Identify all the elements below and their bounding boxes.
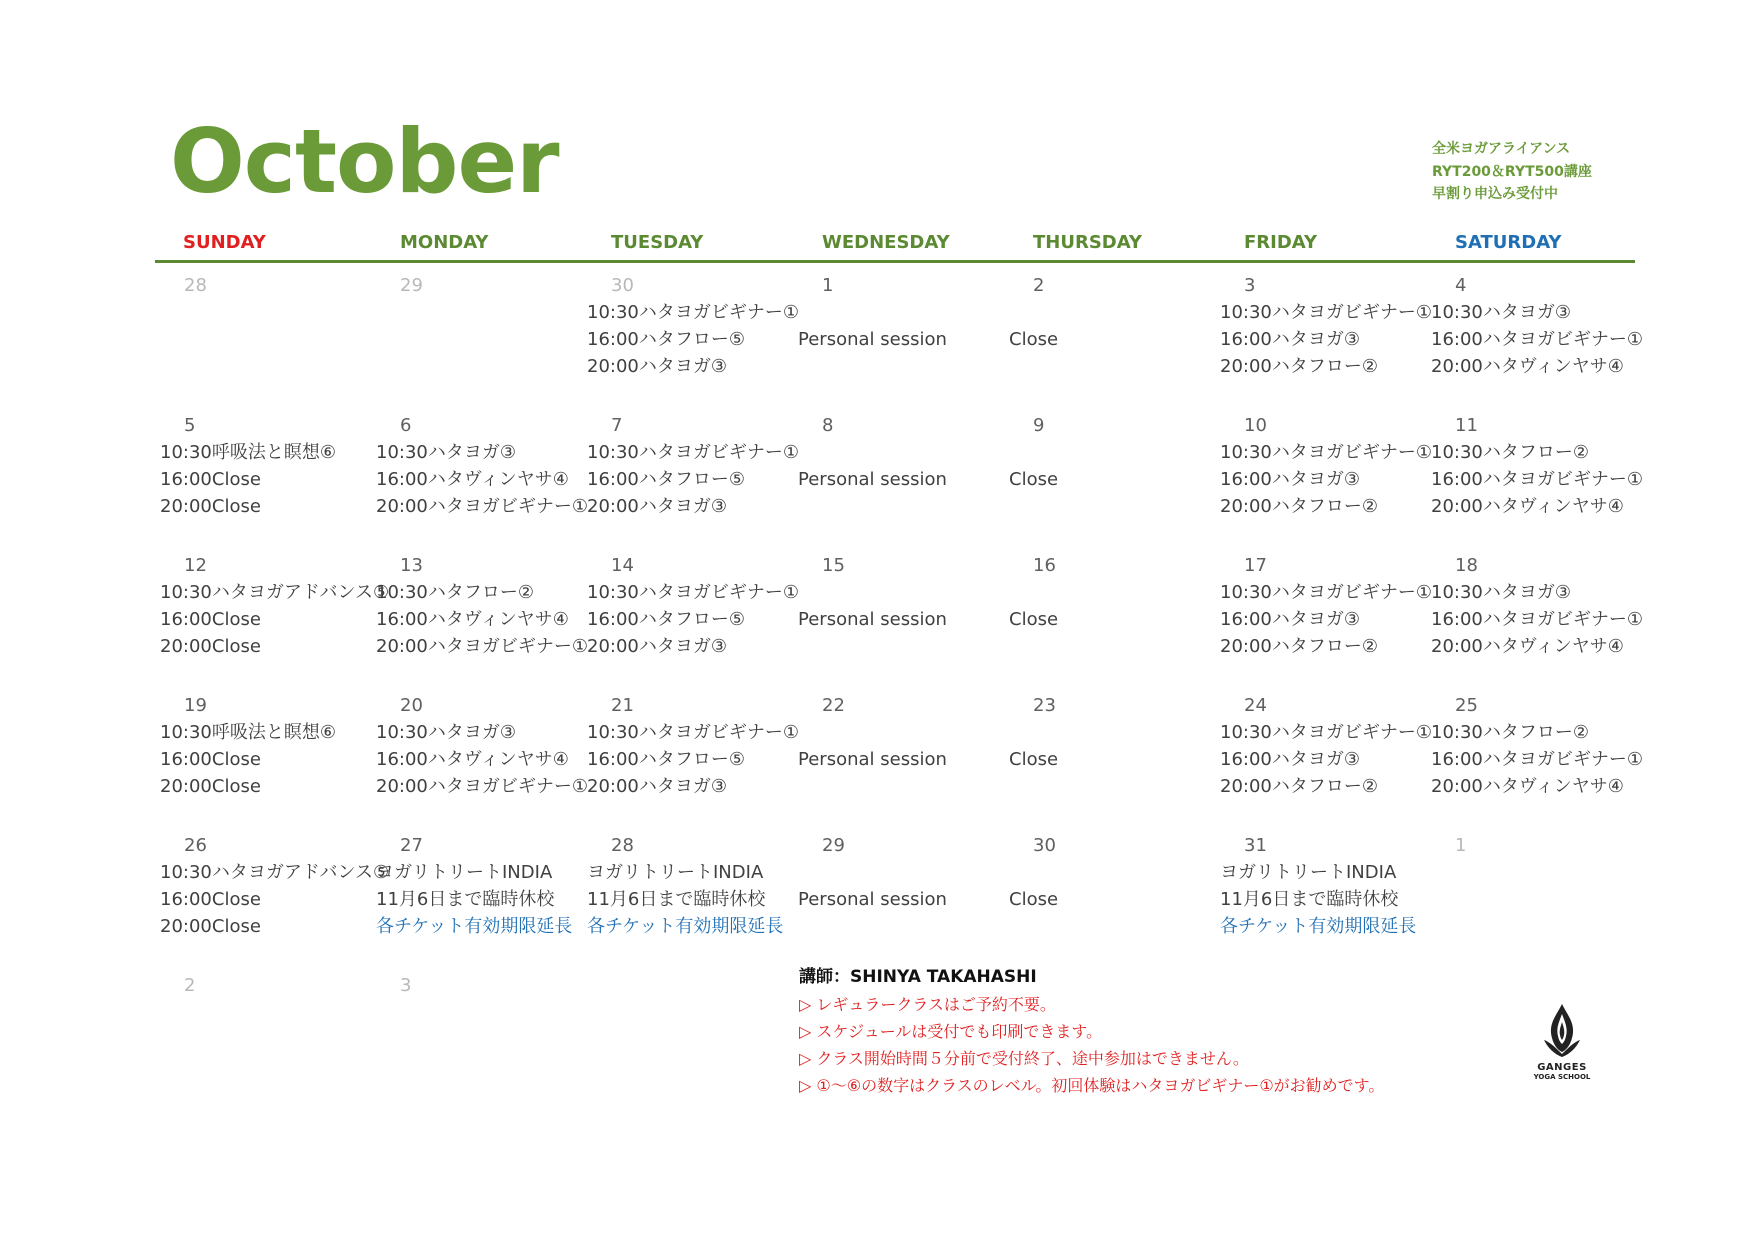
day-cell [587, 272, 800, 402]
schedule-entry: 10:30ハタフロー② [1431, 722, 1590, 743]
weekday-saturday: SATURDAY [1455, 232, 1562, 253]
day-cell [376, 692, 589, 822]
schedule-entry: 10:30ハタヨガビギナー① [1220, 302, 1433, 323]
schedule-entry: 11月6日まで臨時休校 [587, 889, 766, 910]
day-number: 18 [1455, 555, 1478, 576]
day-number: 4 [1455, 275, 1467, 296]
schedule-entry: 10:30ハタヨガビギナー① [587, 302, 800, 323]
note-item: ▷ ①～⑥の数字はクラスのレベル。初回体験はハタヨガビギナー①がお勧めです。 [799, 1076, 1385, 1095]
day-number: 20 [400, 695, 423, 716]
day-number: 11 [1455, 415, 1478, 436]
day-number: 19 [184, 695, 207, 716]
schedule-entry: 16:00ハタヨガビギナー① [1431, 609, 1644, 630]
schedule-entry: 16:00ハタヨガ③ [1220, 469, 1361, 490]
schedule-entry: 各チケット有効期限延長 [376, 916, 573, 937]
day-cell [587, 692, 800, 822]
schedule-entry: Personal session [798, 609, 947, 630]
day-number: 5 [184, 415, 196, 436]
schedule-entry: Personal session [798, 469, 947, 490]
note-item: ▷ クラス開始時間５分前で受付終了、途中参加はできません。 [799, 1049, 1249, 1068]
day-cell [160, 412, 370, 542]
day-cell [1220, 832, 1430, 962]
schedule-entry: Close [1009, 469, 1059, 490]
schedule-entry: 10:30呼吸法と瞑想⑥ [160, 442, 337, 463]
ganges-yoga-logo [1530, 1004, 1594, 1081]
schedule-entry: 20:00Close [160, 776, 261, 797]
day-number: 21 [611, 695, 634, 716]
promo-block [1432, 138, 1592, 206]
schedule-entry: 20:00ハタフロー② [1220, 496, 1379, 517]
schedule-entry: 16:00ハタヨガ③ [1220, 329, 1361, 350]
day-number: 22 [822, 695, 845, 716]
logo-subname: YOGA SCHOOL [1533, 1073, 1591, 1081]
day-cell [1009, 272, 1219, 402]
day-number: 24 [1244, 695, 1267, 716]
day-number: 2 [184, 975, 196, 996]
schedule-entry: 10:30ハタフロー② [1431, 442, 1590, 463]
schedule-entry: 10:30ハタフロー② [376, 582, 535, 603]
schedule-entry: 16:00ハタヨガビギナー① [1431, 749, 1644, 770]
schedule-entry: 20:00ハタフロー② [1220, 356, 1379, 377]
day-cell [1220, 552, 1433, 682]
weekday-sunday: SUNDAY [183, 232, 266, 253]
schedule-entry: 20:00ハタヨガ③ [587, 776, 728, 797]
schedule-entry: 各チケット有効期限延長 [1220, 916, 1417, 937]
day-cell [1431, 832, 1641, 962]
schedule-entry: 20:00ハタヴィンヤサ④ [1431, 496, 1624, 517]
day-number: 26 [184, 835, 207, 856]
day-cell [1431, 272, 1644, 402]
day-cell [587, 832, 797, 962]
day-cell [160, 832, 390, 962]
schedule-entry: 20:00ハタヨガ③ [587, 496, 728, 517]
day-cell [1220, 412, 1433, 542]
schedule-entry: 20:00ハタヴィンヤサ④ [1431, 356, 1624, 377]
schedule-entry: 16:00ハタヨガビギナー① [1431, 329, 1644, 350]
day-cell [798, 832, 1008, 962]
day-cell [1009, 412, 1219, 542]
day-cell [160, 972, 370, 1102]
day-number: 8 [822, 415, 834, 436]
day-cell [1431, 552, 1644, 682]
schedule-entry: Close [1009, 889, 1059, 910]
day-cell [376, 272, 586, 402]
schedule-entry: 16:00ハタフロー⑤ [587, 749, 746, 770]
day-number: 16 [1033, 555, 1056, 576]
day-number: 3 [400, 975, 412, 996]
weekday-wednesday: WEDNESDAY [822, 232, 950, 253]
schedule-entry: 20:00ハタフロー② [1220, 636, 1379, 657]
promo-line: RYT200＆RYT500講座 [1432, 163, 1592, 180]
schedule-entry: 16:00ハタヴィンヤサ④ [376, 469, 569, 490]
schedule-entry: Close [1009, 609, 1059, 630]
day-number: 29 [400, 275, 423, 296]
day-cell [376, 972, 586, 1102]
day-number: 12 [184, 555, 207, 576]
day-cell [1220, 692, 1433, 822]
day-number: 30 [611, 275, 634, 296]
schedule-entry: Personal session [798, 889, 947, 910]
day-number: 14 [611, 555, 634, 576]
schedule-entry: 10:30ハタヨガビギナー① [1220, 722, 1433, 743]
day-cell [1009, 692, 1219, 822]
day-cell [1220, 272, 1433, 402]
schedule-entry: ヨガリトリートINDIA [587, 862, 764, 883]
day-number: 29 [822, 835, 845, 856]
weekday-friday: FRIDAY [1244, 232, 1318, 253]
day-number: 2 [1033, 275, 1045, 296]
lotus-flame-icon [1542, 1004, 1582, 1058]
schedule-entry: 10:30ハタヨガアドバンス⑤ [160, 862, 390, 883]
schedule-entry: ヨガリトリートINDIA [1220, 862, 1397, 883]
schedule-entry: 16:00Close [160, 609, 261, 630]
schedule-entry: 16:00Close [160, 749, 261, 770]
schedule-entry: 16:00Close [160, 889, 261, 910]
day-number: 15 [822, 555, 845, 576]
day-number: 17 [1244, 555, 1267, 576]
day-number: 3 [1244, 275, 1256, 296]
day-number: 30 [1033, 835, 1056, 856]
day-cell [1431, 692, 1644, 822]
schedule-entry: 20:00ハタヴィンヤサ④ [1431, 636, 1624, 657]
day-cell [798, 412, 1008, 542]
schedule-entry: 10:30ハタヨガビギナー① [587, 442, 800, 463]
day-cell [587, 552, 800, 682]
promo-line: 早割り申込み受付中 [1432, 186, 1558, 202]
schedule-entry: 16:00ハタフロー⑤ [587, 609, 746, 630]
notes-block [799, 964, 1384, 1099]
schedule-entry: 16:00Close [160, 469, 261, 490]
schedule-entry: 20:00ハタヨガ③ [587, 356, 728, 377]
day-number: 31 [1244, 835, 1267, 856]
weekday-tuesday: TUESDAY [611, 232, 704, 253]
day-cell [376, 832, 586, 962]
day-cell [160, 692, 370, 822]
weekday-monday: MONDAY [400, 232, 489, 253]
schedule-entry: 16:00ハタフロー⑤ [587, 329, 746, 350]
schedule-entry: 20:00ハタヨガビギナー① [376, 776, 589, 797]
weekday-header [155, 228, 1635, 263]
day-cell [1431, 412, 1644, 542]
day-cell [1009, 552, 1219, 682]
day-number: 10 [1244, 415, 1267, 436]
day-number: 13 [400, 555, 423, 576]
schedule-entry: 20:00ハタフロー② [1220, 776, 1379, 797]
day-number: 27 [400, 835, 423, 856]
note-item: ▷ スケジュールは受付でも印刷できます。 [799, 1022, 1103, 1041]
day-number: 28 [184, 275, 207, 296]
day-cell [376, 412, 589, 542]
schedule-entry: 20:00ハタヨガビギナー① [376, 496, 589, 517]
schedule-entry: 10:30呼吸法と瞑想⑥ [160, 722, 337, 743]
note-item: ▷ レギュラークラスはご予約不要。 [799, 995, 1056, 1014]
day-number: 9 [1033, 415, 1045, 436]
schedule-entry: 16:00ハタヴィンヤサ④ [376, 609, 569, 630]
schedule-entry: Close [1009, 749, 1059, 770]
day-number: 23 [1033, 695, 1056, 716]
schedule-entry: 16:00ハタヴィンヤサ④ [376, 749, 569, 770]
day-cell [798, 272, 1008, 402]
schedule-entry: Close [1009, 329, 1059, 350]
day-cell [798, 692, 1008, 822]
day-cell [587, 412, 800, 542]
month-title: October [170, 110, 559, 213]
day-number: 7 [611, 415, 623, 436]
schedule-entry: 10:30ハタヨガ③ [1431, 302, 1572, 323]
schedule-entry: 20:00Close [160, 636, 261, 657]
weekday-thursday: THURSDAY [1033, 232, 1142, 253]
schedule-entry: 10:30ハタヨガビギナー① [587, 722, 800, 743]
schedule-entry: 16:00ハタフロー⑤ [587, 469, 746, 490]
schedule-entry: 16:00ハタヨガ③ [1220, 609, 1361, 630]
schedule-entry: 11月6日まで臨時休校 [376, 889, 555, 910]
schedule-entry: 10:30ハタヨガ③ [376, 722, 517, 743]
schedule-entry: 20:00ハタヴィンヤサ④ [1431, 776, 1624, 797]
day-number: 6 [400, 415, 412, 436]
day-cell [1009, 832, 1219, 962]
schedule-entry: 20:00ハタヨガ③ [587, 636, 728, 657]
day-cell [376, 552, 589, 682]
schedule-entry: 10:30ハタヨガ③ [376, 442, 517, 463]
day-cell [160, 272, 370, 402]
day-cell [798, 552, 1008, 682]
instructor-name: 講師：SHINYA TAKAHASHI [799, 967, 1037, 987]
logo-name: GANGES [1537, 1062, 1587, 1073]
day-number: 25 [1455, 695, 1478, 716]
schedule-entry: Personal session [798, 749, 947, 770]
schedule-entry: 各チケット有効期限延長 [587, 916, 784, 937]
day-number: 28 [611, 835, 634, 856]
schedule-entry: 16:00ハタヨガ③ [1220, 749, 1361, 770]
schedule-entry: 10:30ハタヨガビギナー① [1220, 442, 1433, 463]
schedule-entry: 20:00Close [160, 916, 261, 937]
schedule-entry: 20:00ハタヨガビギナー① [376, 636, 589, 657]
day-cell [160, 552, 390, 682]
schedule-entry: 10:30ハタヨガアドバンス⑤ [160, 582, 390, 603]
schedule-entry: 16:00ハタヨガビギナー① [1431, 469, 1644, 490]
schedule-entry: 10:30ハタヨガ③ [1431, 582, 1572, 603]
day-number: 1 [1455, 835, 1467, 856]
day-number: 1 [822, 275, 834, 296]
schedule-entry: 10:30ハタヨガビギナー① [1220, 582, 1433, 603]
schedule-entry: 20:00Close [160, 496, 261, 517]
schedule-entry: 10:30ハタヨガビギナー① [587, 582, 800, 603]
schedule-entry: 11月6日まで臨時休校 [1220, 889, 1399, 910]
promo-line: 全米ヨガアライアンス [1432, 141, 1571, 157]
schedule-entry: ヨガリトリートINDIA [376, 862, 553, 883]
schedule-entry: Personal session [798, 329, 947, 350]
